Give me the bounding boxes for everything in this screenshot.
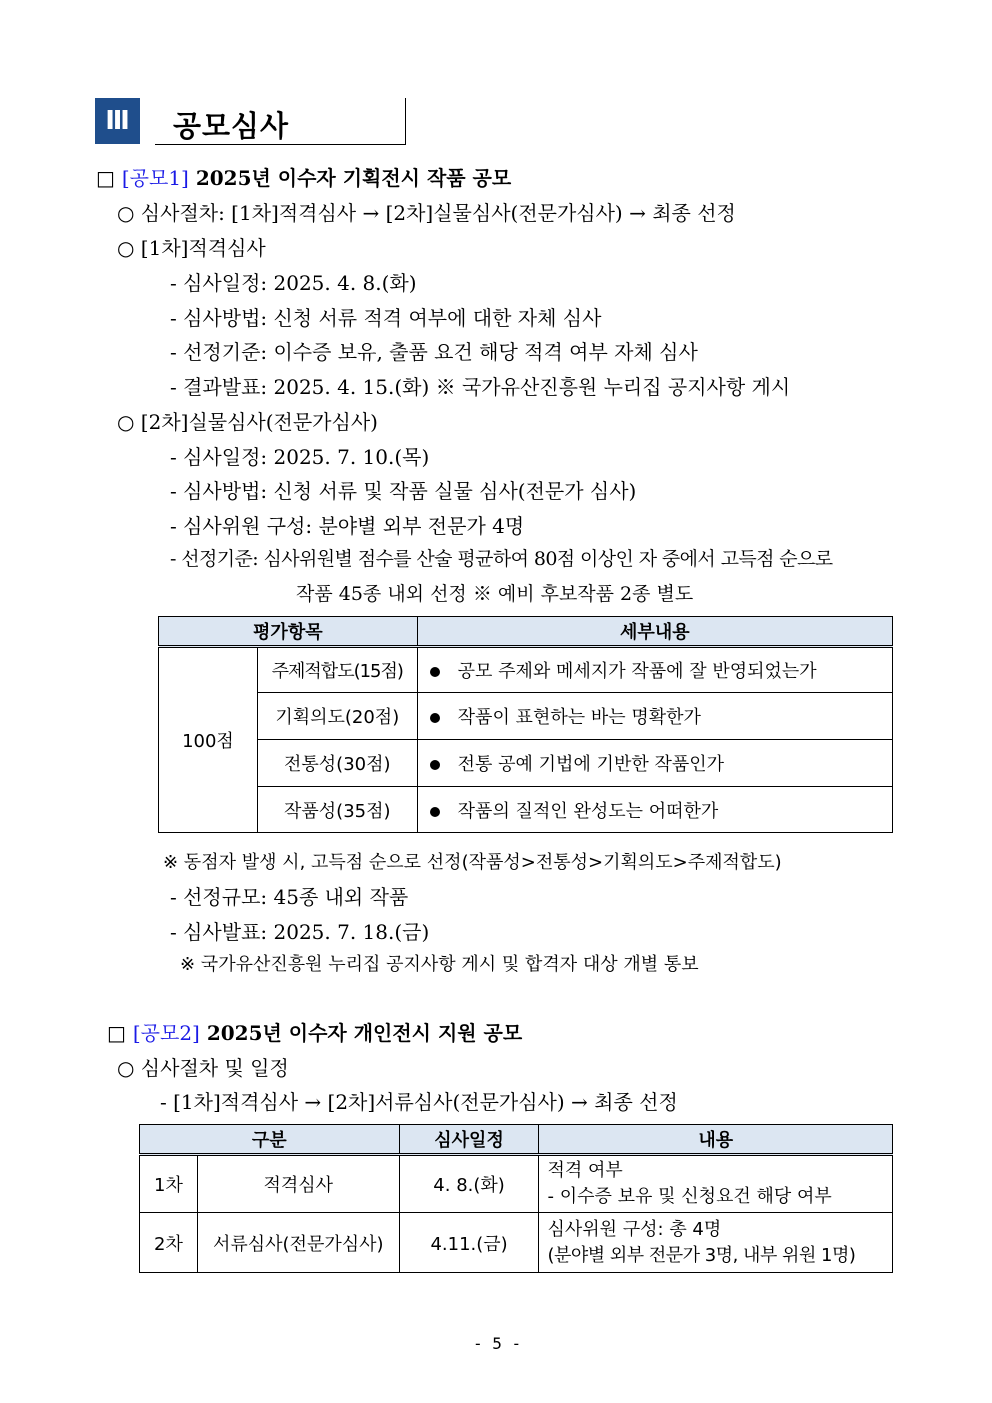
contest1-procedure: ○ 심사절차: [1차]적격심사 → [2차]실물심사(전문가심사) → 최종 선정 bbox=[117, 201, 736, 225]
stage1-item: - 심사방법: 신청 서류 적격 여부에 대한 자체 심사 bbox=[170, 306, 602, 330]
criteria-detail bbox=[417, 647, 892, 693]
contest2-tag: [공모2] bbox=[132, 1021, 200, 1045]
bullet-icon bbox=[430, 713, 440, 723]
stage1-item: - 선정기준: 이수증 보유, 출품 요건 해당 적격 여부 자체 심사 bbox=[170, 340, 698, 364]
table-header: 심사일정 bbox=[399, 1125, 539, 1155]
stage2-item: - 심사일정: 2025. 7. 10.(목) bbox=[170, 445, 430, 469]
contest1-tag: [공모1] bbox=[121, 166, 189, 190]
stage-content-line: (분야별 외부 전문가 3명, 내부 위원 1명) bbox=[547, 1244, 856, 1266]
selection-scale: - 선정규모: 45종 내외 작품 bbox=[170, 885, 409, 909]
stage-content bbox=[539, 1213, 893, 1273]
criteria-item: 전통성(30점) bbox=[257, 740, 417, 787]
criteria-item: 작품성(35점) bbox=[257, 787, 417, 833]
stage-type: 적격심사 bbox=[197, 1155, 399, 1213]
announcement-note: ※ 국가유산진흥원 누리집 공지사항 게시 및 합격자 대상 개별 통보 bbox=[180, 954, 699, 975]
stage-date: 4.11.(금) bbox=[399, 1213, 539, 1273]
page-number: - 5 - bbox=[473, 1334, 522, 1353]
criteria-detail bbox=[417, 693, 892, 740]
stage-label: 1차 bbox=[140, 1155, 198, 1213]
criteria-detail bbox=[417, 787, 892, 833]
stage1-heading: ○ [1차]적격심사 bbox=[117, 236, 266, 260]
stage-type: 서류심사(전문가심사) bbox=[197, 1213, 399, 1273]
stage-content-line: 심사위원 구성: 총 4명 bbox=[547, 1218, 722, 1240]
criteria-detail-text: 작품이 표현하는 바는 명확한가 bbox=[457, 707, 701, 728]
table-header: 세부내용 bbox=[417, 617, 892, 647]
bullet-icon bbox=[430, 807, 440, 817]
table-header: 구분 bbox=[140, 1125, 400, 1155]
contest2-heading bbox=[107, 1017, 522, 1046]
criteria-item: 기획의도(20점) bbox=[257, 693, 417, 740]
criteria-detail-text: 공모 주제와 메세지가 작품에 잘 반영되었는가 bbox=[457, 661, 817, 682]
schedule-table bbox=[139, 1124, 893, 1273]
stage2-criteria-continued: 작품 45종 내외 선정 ※ 예비 후보작품 2종 별도 bbox=[296, 583, 694, 605]
criteria-detail-text: 작품의 질적인 완성도는 어떠한가 bbox=[457, 800, 719, 822]
stage-content-line: - 이수증 보유 및 신청요건 해당 여부 bbox=[547, 1186, 832, 1207]
stage-label: 2차 bbox=[140, 1213, 198, 1273]
contest2-procedure: - [1차]적격심사 → [2차]서류심사(전문가심사) → 최종 선정 bbox=[160, 1090, 678, 1114]
stage2-item: - 선정기준: 심사위원별 점수를 산술 평균하여 80점 이상인 자 중에서 고득점 순으로 bbox=[170, 548, 833, 570]
stage1-item: - 결과발표: 2025. 4. 15.(화) ※ 국가유산진흥원 누리집 공지사항 게시 bbox=[170, 375, 791, 399]
checkbox-icon: □ bbox=[107, 1021, 126, 1045]
stage-content-line: 적격 여부 bbox=[547, 1160, 623, 1181]
result-announcement: - 심사발표: 2025. 7. 18.(금) bbox=[170, 920, 430, 944]
stage-content bbox=[539, 1155, 893, 1213]
criteria-detail-text: 전통 공예 기법에 기반한 작품인가 bbox=[457, 754, 724, 775]
table-header: 평가항목 bbox=[159, 617, 418, 647]
table-header: 내용 bbox=[539, 1125, 893, 1155]
checkbox-icon: □ bbox=[96, 166, 115, 190]
bullet-icon bbox=[430, 760, 440, 770]
section-title: 공모심사 bbox=[173, 109, 290, 143]
tie-break-note: ※ 동점자 발생 시, 고득점 순으로 선정(작품성>전통성>기획의도>주제적합도) bbox=[163, 852, 782, 873]
contest2-schedule-heading: ○ 심사절차 및 일정 bbox=[117, 1056, 289, 1080]
stage-date: 4. 8.(화) bbox=[399, 1155, 539, 1213]
stage2-item: - 심사방법: 신청 서류 및 작품 실물 심사(전문가 심사) bbox=[170, 479, 637, 503]
criteria-item: 주제적합도(15점) bbox=[257, 647, 417, 693]
stage1-item: - 심사일정: 2025. 4. 8.(화) bbox=[170, 271, 417, 295]
section-title-box bbox=[155, 98, 406, 145]
stage2-heading: ○ [2차]실물심사(전문가심사) bbox=[117, 410, 378, 434]
criteria-detail bbox=[417, 740, 892, 787]
contest1-heading bbox=[96, 162, 511, 191]
section-numeral: Ⅲ bbox=[95, 98, 140, 144]
bullet-icon bbox=[430, 667, 440, 677]
contest1-title: 2025년 이수자 기획전시 작품 공모 bbox=[195, 166, 512, 190]
contest2-title: 2025년 이수자 개인전시 지원 공모 bbox=[206, 1021, 523, 1045]
stage2-item: - 심사위원 구성: 분야별 외부 전문가 4명 bbox=[170, 514, 525, 538]
evaluation-table bbox=[158, 616, 893, 833]
total-score: 100점 bbox=[159, 647, 258, 833]
